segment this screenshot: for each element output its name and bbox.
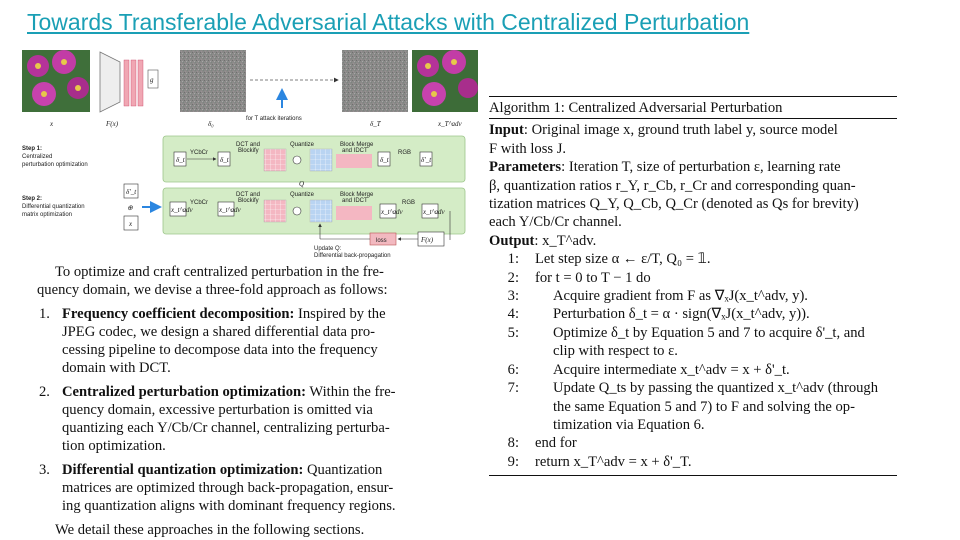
row2-rgb: RGB [402,200,416,206]
step1-sub1: Centralized [22,154,53,160]
row1-rgb: RGB [398,150,412,156]
line-number: 6: [507,361,519,378]
row1-delta-in: δ_t [176,156,185,164]
line-number: 2: [507,269,519,286]
algorithm-line [489,453,897,471]
intro-line: quency domain, we devise a three-fold approach as follows: [37,282,388,298]
approach-list [37,305,437,515]
row2-ycbcr: YCbCr [190,200,209,206]
algorithm-input [489,121,897,139]
line-number: 4: [507,306,519,323]
step2-sub2: matrix optimization [22,212,73,218]
intro-line: To optimize and craft centralized perturbation in the fre- [55,264,384,280]
outro-paragraph: We detail these approaches in the following sections. [55,522,365,538]
approach-line: ing quantization aligns with dominant frequency regions. [62,498,396,514]
approach-number: 2. [39,384,50,400]
approach-line: quantizing each Y/Cb/Cr channel, centralizing perturba- [62,420,390,436]
output-value: : x_T^adv. [534,232,597,249]
label-xadv: x_T^adv [438,120,462,128]
input-image [22,50,90,112]
row2-x-ycc: x_t^adv [219,206,241,214]
approach-title: Frequency coefficient decomposition: [62,306,295,322]
approach-first: Within the fre- [306,384,396,400]
step2-sub1: Differential quantization [22,204,85,210]
noise-deltaT [342,50,408,112]
algorithm-line [489,269,897,287]
line-text: Acquire gradient from F as ∇ₓJ(x_t^adv, y). [553,288,808,305]
input-line: F with loss J. [489,140,567,157]
line-text: Let step size α ← ε/T, Q₀ = 𝟙. [535,251,711,268]
pipeline-diagram [20,44,480,260]
line-text: Update Q_ts by passing the quantized x_t^adv (through [553,380,879,397]
row2-dct2: Blockify [238,198,259,204]
algorithm-line [489,434,897,452]
line-number: 7: [507,380,519,397]
pipeline-figure [20,44,480,260]
approach-line: cessing pipeline to decompose data into the frequency [62,342,378,358]
approach-title: Differential quantization optimization: [62,462,304,478]
approach-number: 3. [39,462,50,478]
row2-block1: Block Merge [340,192,374,198]
line-text: return x_T^adv = x + δ'_T. [535,453,692,470]
line-text: Acquire intermediate x_t^adv = x + δ'_t. [553,361,790,378]
source-model [100,52,158,112]
approach-item [37,305,437,377]
approach-line: matrices are optimized through back-propagation, ensur- [62,480,394,496]
row1-ycbcr: YCbCr [190,150,209,156]
params-line: tization matrices Q_Y, Q_Cb, Q_Cr (denoted as Qs for brevity) [489,196,859,213]
label-fx: F(x) [421,236,434,244]
approach-title: Centralized perturbation optimization: [62,384,307,400]
row1-delta-final: δ'_t [421,156,432,164]
line-text: timization via Equation 6. [553,416,705,433]
row1-dct1: DCT and [236,142,260,148]
approach-line: domain with DCT. [62,360,171,376]
line-text: for t = 0 to T − 1 do [535,269,651,286]
row1-block1: Block Merge [340,142,374,148]
line-text: Perturbation δ_t = α · sign(∇ₓJ(x_t^adv, y)). [553,306,810,323]
line-number: 5: [507,324,519,341]
line-text: the same Equation 5 and 7) to F and solving the op- [553,398,855,415]
row1-dct2: Blockify [238,148,259,154]
stack-delta: δ'_t [126,188,137,196]
line-number: 3: [507,288,519,305]
row2-x-in: x_t^adv [171,206,193,214]
row1-delta-ycc: δ_t [220,156,229,164]
params-line: β, quantization ratios r_Y, r_Cb, r_Cr and corresponding quan- [489,177,856,194]
label-g: g [150,76,154,84]
algorithm-box [489,96,897,476]
algorithm-line [489,305,897,323]
step2-title: Step 2: [22,196,43,202]
stack-x: x [129,220,133,228]
step1-sub2: perturbation optimization [22,162,88,168]
params-line: each Y/Cb/Cr channel. [489,214,622,231]
algorithm-line [489,250,897,268]
line-number: 8: [507,435,519,452]
approach-line: JPEG codec, we design a shared differential data pro- [62,324,375,340]
row2-block2: and IDCT [342,198,368,204]
approach-item [37,383,437,455]
approach-first: Quantization [303,462,383,478]
adversarial-image [412,50,478,112]
approach-first: Inspired by the [294,306,386,322]
params-keyword: Parameters [489,159,562,176]
algorithm-line [489,324,897,342]
approach-line: quency domain, excessive perturbation is omitted via [62,402,373,418]
output-keyword: Output [489,232,535,249]
line-text: clip with respect to ε. [553,343,678,360]
params-line: : Iteration T, size of perturbation ε, learning rate [561,159,841,176]
algorithm-line [489,361,897,379]
approach-number: 1. [39,306,50,322]
row2-x-out: x_t^adv [381,208,403,216]
row1-quantize: Quantize [290,142,315,148]
line-number: 9: [507,453,519,470]
label-model: F(x) [106,120,119,128]
algorithm-line [489,379,897,397]
algorithm-output [489,232,897,250]
slide-title[interactable]: Towards Transferable Adversarial Attacks with Centralized Perturbation [27,9,750,35]
input-line: : Original image x, ground truth label y, source model [523,122,838,139]
label-x: x [50,120,54,128]
body-text [37,263,437,539]
stack-oplus: ⊕ [127,204,133,212]
step1-title: Step 1: [22,146,43,152]
label-q: Q [299,180,305,188]
line-text: end for [535,435,577,452]
line-number: 1: [507,251,519,268]
input-keyword: Input [489,122,524,139]
label-iterations: for T attack iterations [246,116,302,122]
row1-delta-out: δ_t [380,156,389,164]
algorithm-line [489,398,897,416]
label-delta0: δ₀ [208,120,214,128]
label-update2: Differential back-propagation [314,253,391,259]
noise-delta0 [180,50,246,112]
approach-item [37,461,437,515]
label-loss: loss [376,238,387,244]
row2-x-final: x_t^adv [423,208,445,216]
intro-paragraph [37,263,437,299]
row2-quantize: Quantize [290,192,315,198]
approach-line: tion optimization. [62,438,166,454]
algorithm-line [489,287,897,305]
algorithm-steps [489,250,897,471]
row1-block2: and IDCT [342,148,368,154]
algorithm-line [489,416,897,434]
label-update1: Update Q: [314,246,342,252]
algorithm-title: Algorithm 1: Centralized Adversarial Perturbation [489,97,897,119]
algorithm-params [489,158,897,176]
line-text: Optimize δ_t by Equation 5 and 7 to acquire δ'_t, and [553,324,865,341]
label-deltaT: δ_T [370,120,381,128]
algorithm-line [489,342,897,360]
row2-dct1: DCT and [236,192,260,198]
